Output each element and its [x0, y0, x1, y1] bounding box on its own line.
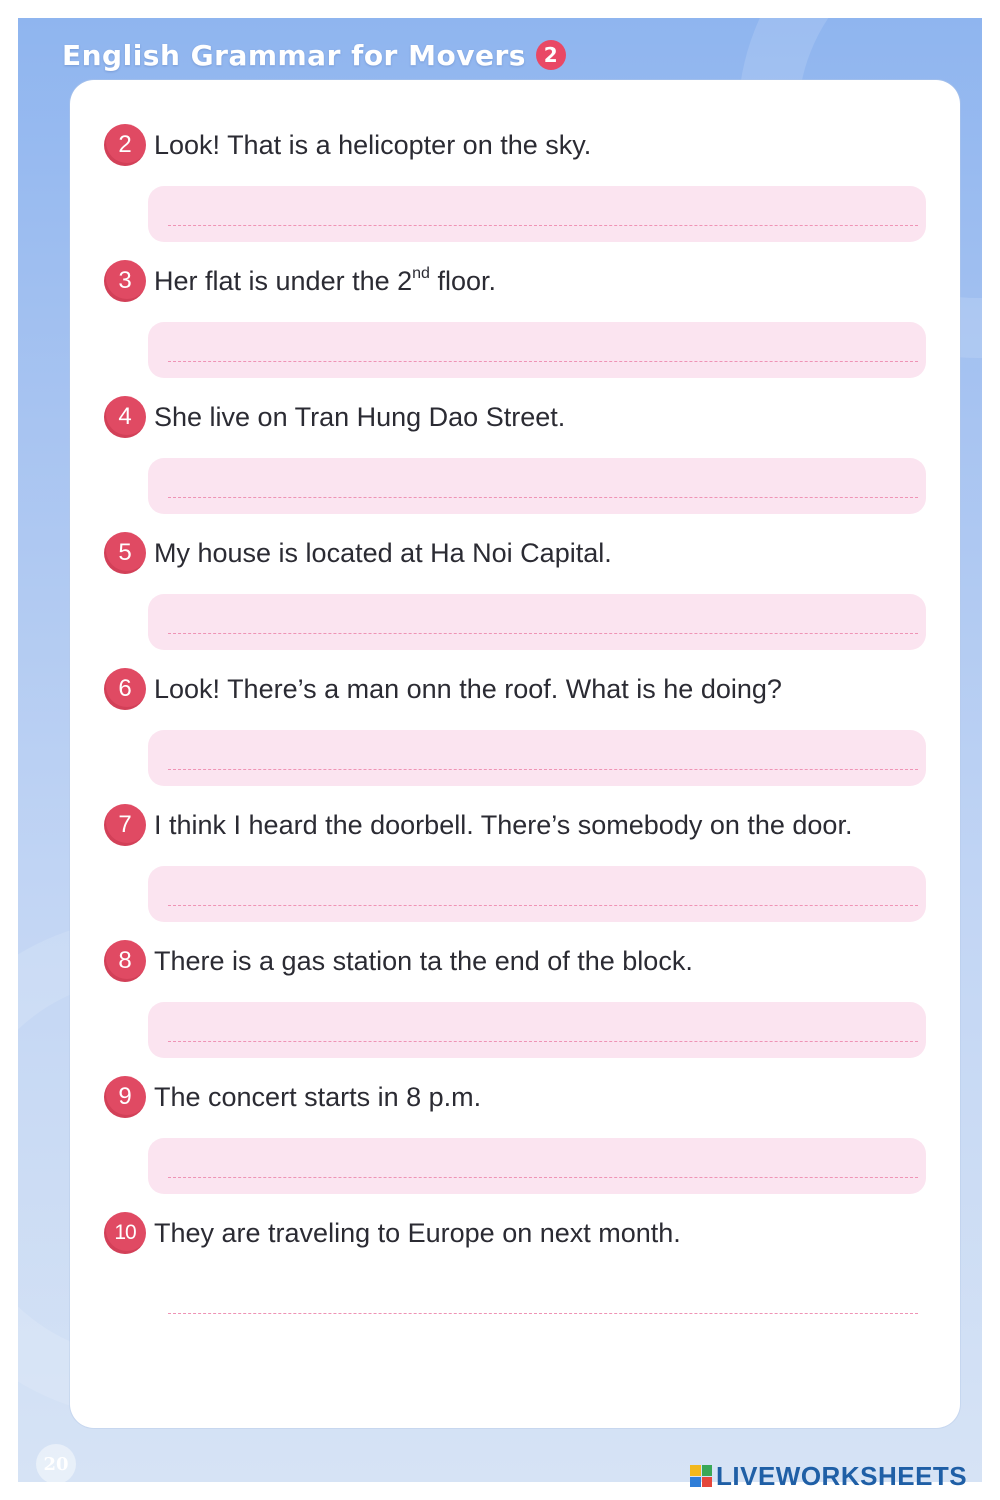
book-number-badge: 2 — [536, 40, 566, 70]
exercise-item — [104, 124, 934, 246]
answer-dotted-line — [168, 905, 918, 906]
exercise-item — [104, 940, 934, 1062]
item-number-badge: 8 — [104, 940, 146, 982]
liveworksheets-watermark — [690, 1460, 967, 1492]
sentence-text-end: floor. — [429, 266, 496, 296]
item-number-badge: 9 — [104, 1076, 146, 1118]
answer-field[interactable] — [148, 594, 926, 650]
item-sentence — [154, 262, 496, 300]
exercise-item — [104, 1212, 934, 1334]
exercise-item — [104, 260, 934, 382]
answer-dotted-line — [168, 361, 918, 362]
item-sentence: I think I heard the doorbell. There’s somebody on the door. — [154, 810, 853, 840]
item-number-badge: 5 — [104, 532, 146, 574]
answer-field[interactable] — [148, 730, 926, 786]
answer-dotted-line — [168, 497, 918, 498]
answer-dotted-line — [168, 1177, 918, 1178]
item-number-badge: 7 — [104, 804, 146, 846]
worksheet-page — [18, 18, 982, 1482]
item-number-badge: 2 — [104, 124, 146, 166]
sentence-text-start: Her flat is under the 2 — [154, 266, 413, 296]
answer-field[interactable] — [148, 322, 926, 378]
answer-dotted-line — [168, 225, 918, 226]
exercise-card — [70, 80, 960, 1428]
answer-dotted-line — [168, 769, 918, 770]
item-sentence: The concert starts in 8 p.m. — [154, 1082, 482, 1112]
page-header — [62, 30, 566, 80]
page-number: 20 — [36, 1444, 76, 1482]
item-sentence: My house is located at Ha Noi Capital. — [154, 538, 612, 568]
watermark-text: LIVEWORKSHEETS — [716, 1460, 968, 1491]
exercise-item — [104, 668, 934, 790]
liveworksheets-logo-icon — [690, 1465, 712, 1487]
answer-dotted-line — [168, 1313, 918, 1314]
item-sentence: Look! There’s a man onn the roof. What is he doing? — [154, 674, 782, 704]
answer-field[interactable] — [148, 458, 926, 514]
item-sentence: They are traveling to Europe on next month. — [154, 1218, 681, 1248]
item-number-badge: 6 — [104, 668, 146, 710]
item-number-badge: 10 — [104, 1212, 146, 1254]
exercise-item — [104, 396, 934, 518]
answer-field[interactable] — [148, 1002, 926, 1058]
item-sentence: There is a gas station ta the end of the block. — [154, 946, 693, 976]
exercise-item — [104, 804, 934, 926]
answer-field[interactable] — [148, 1138, 926, 1194]
answer-field[interactable] — [148, 1274, 926, 1330]
answer-field[interactable] — [148, 186, 926, 242]
header-title: English Grammar for Movers — [62, 38, 526, 72]
exercise-item — [104, 1076, 934, 1198]
item-sentence: She live on Tran Hung Dao Street. — [154, 402, 566, 432]
exercise-item — [104, 532, 934, 654]
ordinal-superscript: nd — [412, 265, 430, 282]
item-number-badge: 3 — [104, 260, 146, 302]
answer-field[interactable] — [148, 866, 926, 922]
answer-dotted-line — [168, 633, 918, 634]
item-sentence: Look! That is a helicopter on the sky. — [154, 130, 592, 160]
item-number-badge: 4 — [104, 396, 146, 438]
answer-dotted-line — [168, 1041, 918, 1042]
